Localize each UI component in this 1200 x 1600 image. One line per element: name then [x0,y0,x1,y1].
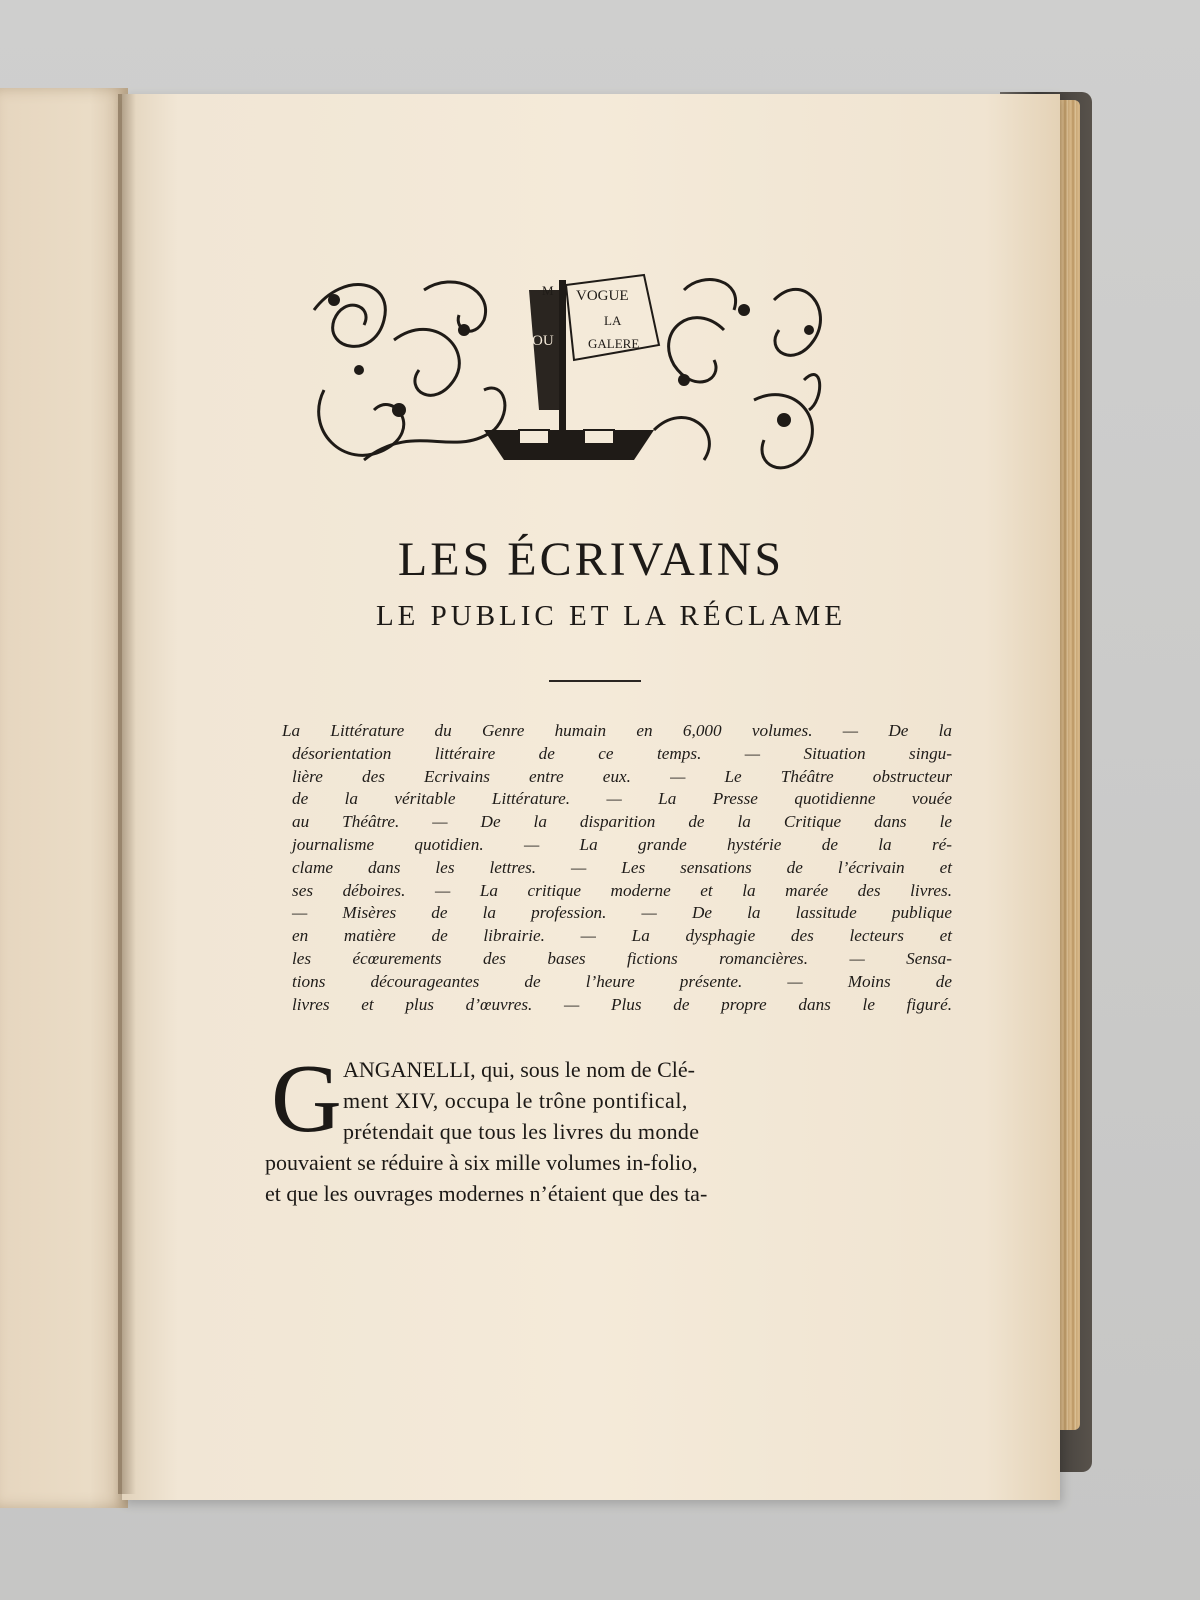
chapter-summary [282,720,952,1016]
banner-word-m: M [542,283,554,298]
summary-line: ses déboires. — La critique moderne et la marée des livres. [292,880,952,900]
summary-line: tions décourageantes de l’heure présente. — Moins de [292,971,952,991]
banner-word-galere: GALERE [588,336,640,351]
summary-line: journalisme quotidien. — La grande hystérie de la ré- [292,834,952,854]
summary-line: La Littérature du Genre humain en 6,000 volumes. — De la [282,721,952,740]
summary-line: au Théâtre. — De la disparition de la Critique dans le [292,812,952,832]
body-line: pouvaient se réduire à six mille volumes in-folio, [265,1150,698,1175]
summary-line: désorientation littéraire de ce temps. — Situation singu- [292,743,952,763]
drop-cap: G [271,1045,342,1153]
summary-line: de la véritable Littérature. — La Presse quotidienne vouée [292,789,952,809]
summary-line: — Misères de la profession. — De la lassitude publique [292,903,952,923]
summary-line: en matière de librairie. — La dysphagie des lecteurs et [292,926,952,946]
gutter-shadow [118,94,136,1494]
summary-line: livres et plus d’œuvres. — Plus de propre dans le figuré. [292,994,952,1014]
title-rule [549,680,641,682]
banner-word-la: LA [604,313,622,328]
summary-line: les écœurements des bases fictions romancières. — Sensa- [292,948,952,968]
ship-ornament-icon [304,270,832,476]
page-content [122,94,1060,1500]
chapter-subtitle: LE PUBLIC ET LA RÉCLAME [375,600,847,632]
right-page [122,94,1060,1500]
banner-word-vogue: VOGUE [576,288,629,304]
chapter-title: LES ÉCRIVAINS [397,533,785,586]
summary-line: lière des Ecrivains entre eux. — Le Théâtre obstructeur [292,766,952,786]
body-line: et que les ouvrages modernes n’étaient que des ta- [265,1181,708,1206]
summary-line: clame dans les lettres. — Les sensations de l’écrivain et [292,857,952,877]
body-line: ment XIV, occupa le trône pontifical, [343,1088,688,1113]
body-line: ANGANELLI, qui, sous le nom de Clé- [343,1057,695,1082]
sail-word-ou: OU [532,333,554,349]
left-page [0,88,128,1508]
body-line: prétendait que tous les livres du monde [343,1119,700,1144]
